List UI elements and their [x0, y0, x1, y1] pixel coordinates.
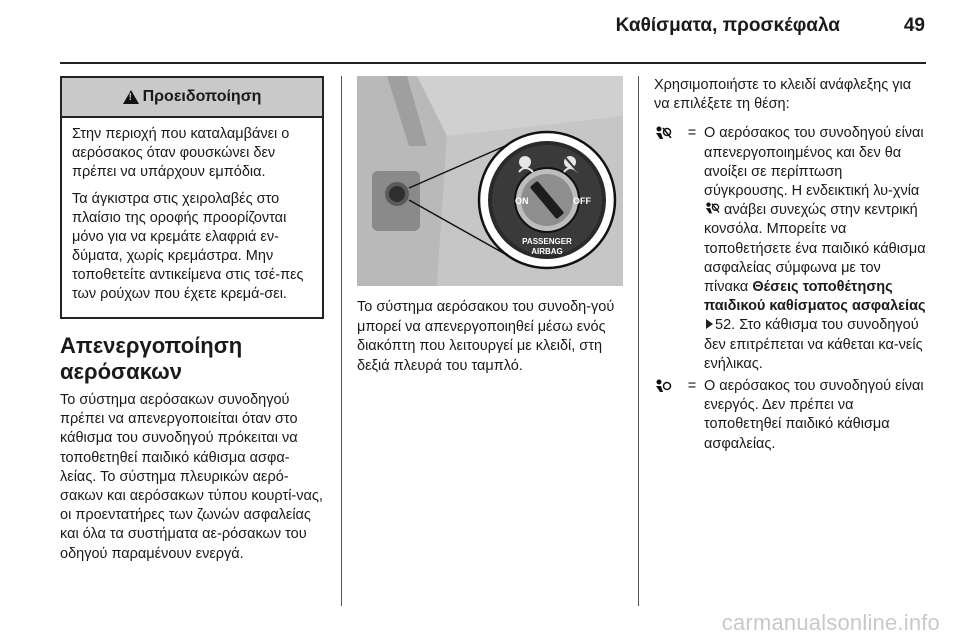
warning-paragraph-2: Τα άγκιστρα στις χειρολαβές στο πλαίσιο της οροφής προορίζονται μόνο για να κρεμάτε ελαφριά εν-δύματα, χωρίς κρεμάστρα. Μην τοποθετείτε αντικείμενα στις τσέ-πες των ρούχων που έχετε κρεμά-σει. — [72, 191, 304, 302]
switch-on-label: ON — [515, 196, 529, 206]
instructions-intro: Χρησιμοποιήστε το κλειδί ανάφλεξης για να επιλέξετε τη θέση: — [654, 77, 912, 113]
page-reference-arrow-icon — [706, 319, 713, 329]
airbag-off-icon — [654, 124, 680, 374]
column-divider-2 — [638, 76, 639, 606]
option-off-text — [704, 124, 926, 374]
section-heading-line-1: Απενεργοποίηση — [60, 333, 243, 358]
column-middle — [357, 76, 623, 391]
section-heading-line-2: αερόσακων — [60, 359, 182, 384]
option-off-text-b: ανάβει συνεχώς στην κεντρική κονσόλα. Μπορείτε να τοποθετήσετε ένα παιδικό κάθισμα ασφαλείας σύμφωνα με τον πίνακα — [704, 202, 926, 296]
airbag-switch-illustration — [357, 76, 623, 286]
header-rule — [60, 62, 926, 64]
page-reference[interactable]: 52. — [715, 317, 736, 334]
warning-header — [62, 78, 322, 118]
option-row-off — [654, 124, 926, 374]
warning-title: Προειδοποίηση — [142, 88, 262, 105]
warning-body — [62, 118, 322, 304]
airbag-on-icon — [654, 377, 680, 454]
warning-box — [60, 76, 324, 319]
column-divider-1 — [341, 76, 342, 606]
section-body: Το σύστημα αερόσακων συνοδηγού πρέπει να απενεργοποιείται όταν στο κάθισμα του συνοδηγού πρόκειται να τοποθετηθεί παιδικό κάθισμα ασφα-λείας. Το σύστημα πλευρικών αερό-σακων και αερόσακων τύπου κουρτί-νας, οι προεντατήρες των ζωνών ασφαλείας και όλα τα συστήματα αε-ρόσακων του οδηγού παραμένουν ενεργά. — [60, 392, 323, 562]
equals-sign: = — [687, 125, 697, 142]
figure-caption: Το σύστημα αερόσακου του συνοδη-γού μπορεί να απενεργοποιηθεί μέσω ενός διακόπτη που λειτουργεί με κλειδί, στη δεξιά πλευρά του ταμπλό. — [357, 299, 615, 374]
child-seat-table-link[interactable]: Θέσεις τοποθέτησης παιδικού καθίσματος ασφαλείας — [704, 279, 926, 315]
option-off-text-c: Στο κάθισμα του συνοδηγού δεν επιτρέπεται να κάθεται κα-νείς ενήλικας. — [704, 317, 923, 372]
switch-label-line-2: AIRBAG — [531, 247, 563, 256]
page-header-title: Καθίσματα, προσκέφαλα — [615, 15, 840, 36]
page-number: 49 — [903, 15, 925, 36]
watermark: carmanualsonline.info — [721, 610, 940, 635]
column-left — [60, 76, 324, 564]
column-right — [654, 76, 926, 457]
switch-label-line-1: PASSENGER — [522, 237, 572, 246]
section-heading — [60, 333, 324, 385]
switch-off-label: OFF — [573, 196, 591, 206]
switch-options — [654, 124, 926, 453]
option-on-text: Ο αερόσακος του συνοδηγού είναι ενεργός. Δεν πρέπει να τοποθετηθεί παιδικό κάθισμα ασφαλείας. — [704, 378, 924, 452]
warning-paragraph-1: Στην περιοχή που καταλαμβάνει ο αερόσακος όταν φουσκώνει δεν πρέπει να υπάρχουν εμπόδια. — [72, 126, 290, 180]
option-row-on — [654, 377, 926, 454]
airbag-off-indicator-icon — [704, 202, 720, 216]
option-off-text-a: Ο αερόσακος του συνοδηγού είναι απενεργοποιημένος και δεν θα ανοίξει σε περίπτωση σύγκρουσης. Η ενδεικτική λυ-χνία — [704, 125, 924, 200]
airbag-switch-figure — [357, 76, 623, 286]
warning-triangle-icon — [123, 90, 139, 104]
equals-sign: = — [687, 378, 697, 395]
